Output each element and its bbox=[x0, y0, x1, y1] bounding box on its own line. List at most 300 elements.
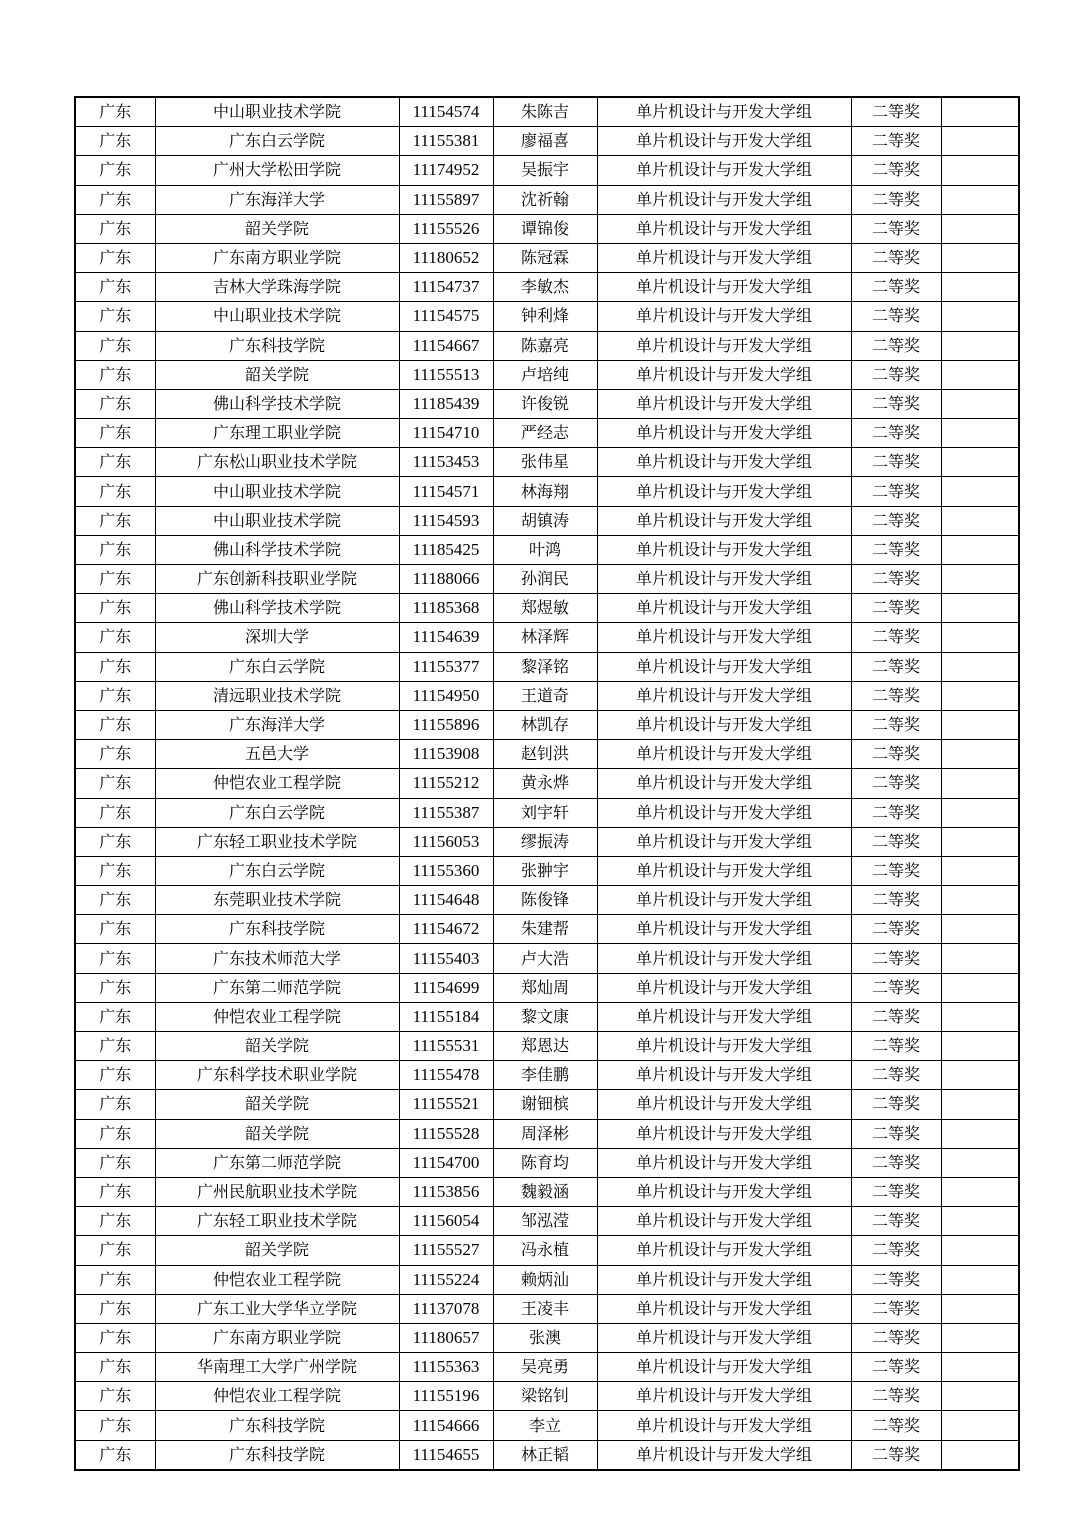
table-row bbox=[75, 623, 1019, 652]
competition-group-cell: 单片机设计与开发大学组 bbox=[597, 769, 851, 798]
award-level-cell: 二等奖 bbox=[851, 419, 941, 448]
table-row bbox=[75, 214, 1019, 243]
table-row bbox=[75, 565, 1019, 594]
ticket-id-cell: 11154700 bbox=[399, 1148, 493, 1177]
award-list-table bbox=[74, 96, 1020, 1471]
award-level-cell: 二等奖 bbox=[851, 1032, 941, 1061]
remark-cell bbox=[941, 1148, 1019, 1177]
student-name-cell: 林海翔 bbox=[493, 477, 597, 506]
school-cell: 广州民航职业技术学院 bbox=[155, 1177, 399, 1206]
competition-group-cell: 单片机设计与开发大学组 bbox=[597, 623, 851, 652]
student-name-cell: 黎泽铭 bbox=[493, 652, 597, 681]
table-row bbox=[75, 710, 1019, 739]
ticket-id-cell: 11155212 bbox=[399, 769, 493, 798]
ticket-id-cell: 11185425 bbox=[399, 535, 493, 564]
award-level-cell: 二等奖 bbox=[851, 1148, 941, 1177]
award-level-cell: 二等奖 bbox=[851, 185, 941, 214]
school-cell: 广州大学松田学院 bbox=[155, 156, 399, 185]
table-row bbox=[75, 1236, 1019, 1265]
school-cell: 深圳大学 bbox=[155, 623, 399, 652]
school-cell: 广东松山职业技术学院 bbox=[155, 448, 399, 477]
remark-cell bbox=[941, 886, 1019, 915]
school-cell: 广东白云学院 bbox=[155, 127, 399, 156]
province-cell: 广东 bbox=[75, 1002, 155, 1031]
competition-group-cell: 单片机设计与开发大学组 bbox=[597, 710, 851, 739]
remark-cell bbox=[941, 565, 1019, 594]
award-level-cell: 二等奖 bbox=[851, 565, 941, 594]
student-name-cell: 郑灿周 bbox=[493, 973, 597, 1002]
remark-cell bbox=[941, 302, 1019, 331]
remark-cell bbox=[941, 915, 1019, 944]
province-cell: 广东 bbox=[75, 127, 155, 156]
remark-cell bbox=[941, 243, 1019, 272]
competition-group-cell: 单片机设计与开发大学组 bbox=[597, 856, 851, 885]
province-cell: 广东 bbox=[75, 1323, 155, 1352]
student-name-cell: 王凌丰 bbox=[493, 1294, 597, 1323]
province-cell: 广东 bbox=[75, 1411, 155, 1440]
competition-group-cell: 单片机设计与开发大学组 bbox=[597, 302, 851, 331]
table-row bbox=[75, 448, 1019, 477]
award-level-cell: 二等奖 bbox=[851, 652, 941, 681]
school-cell: 广东科学技术职业学院 bbox=[155, 1061, 399, 1090]
award-level-cell: 二等奖 bbox=[851, 448, 941, 477]
competition-group-cell: 单片机设计与开发大学组 bbox=[597, 389, 851, 418]
school-cell: 韶关学院 bbox=[155, 1032, 399, 1061]
province-cell: 广东 bbox=[75, 827, 155, 856]
student-name-cell: 钟利烽 bbox=[493, 302, 597, 331]
competition-group-cell: 单片机设计与开发大学组 bbox=[597, 477, 851, 506]
remark-cell bbox=[941, 973, 1019, 1002]
ticket-id-cell: 11155531 bbox=[399, 1032, 493, 1061]
school-cell: 仲恺农业工程学院 bbox=[155, 769, 399, 798]
award-level-cell: 二等奖 bbox=[851, 535, 941, 564]
table-row bbox=[75, 1353, 1019, 1382]
table-row bbox=[75, 1061, 1019, 1090]
ticket-id-cell: 11154950 bbox=[399, 681, 493, 710]
remark-cell bbox=[941, 1177, 1019, 1206]
school-cell: 仲恺农业工程学院 bbox=[155, 1002, 399, 1031]
remark-cell bbox=[941, 1353, 1019, 1382]
ticket-id-cell: 11155521 bbox=[399, 1090, 493, 1119]
competition-group-cell: 单片机设计与开发大学组 bbox=[597, 1177, 851, 1206]
ticket-id-cell: 11185368 bbox=[399, 594, 493, 623]
remark-cell bbox=[941, 1265, 1019, 1294]
remark-cell bbox=[941, 652, 1019, 681]
award-level-cell: 二等奖 bbox=[851, 1207, 941, 1236]
table-row bbox=[75, 1440, 1019, 1470]
province-cell: 广东 bbox=[75, 448, 155, 477]
table-row bbox=[75, 681, 1019, 710]
table-row bbox=[75, 243, 1019, 272]
award-level-cell: 二等奖 bbox=[851, 769, 941, 798]
competition-group-cell: 单片机设计与开发大学组 bbox=[597, 1119, 851, 1148]
province-cell: 广东 bbox=[75, 419, 155, 448]
student-name-cell: 孙润民 bbox=[493, 565, 597, 594]
competition-group-cell: 单片机设计与开发大学组 bbox=[597, 185, 851, 214]
remark-cell bbox=[941, 1119, 1019, 1148]
school-cell: 广东第二师范学院 bbox=[155, 1148, 399, 1177]
school-cell: 佛山科学技术学院 bbox=[155, 535, 399, 564]
school-cell: 五邑大学 bbox=[155, 740, 399, 769]
remark-cell bbox=[941, 798, 1019, 827]
table-row bbox=[75, 419, 1019, 448]
remark-cell bbox=[941, 623, 1019, 652]
remark-cell bbox=[941, 594, 1019, 623]
table-row bbox=[75, 1294, 1019, 1323]
student-name-cell: 陈冠霖 bbox=[493, 243, 597, 272]
province-cell: 广东 bbox=[75, 302, 155, 331]
province-cell: 广东 bbox=[75, 506, 155, 535]
table-row bbox=[75, 769, 1019, 798]
student-name-cell: 赖炳汕 bbox=[493, 1265, 597, 1294]
province-cell: 广东 bbox=[75, 1207, 155, 1236]
school-cell: 广东科技学院 bbox=[155, 1411, 399, 1440]
ticket-id-cell: 11155528 bbox=[399, 1119, 493, 1148]
table-row bbox=[75, 360, 1019, 389]
award-level-cell: 二等奖 bbox=[851, 1119, 941, 1148]
award-level-cell: 二等奖 bbox=[851, 944, 941, 973]
competition-group-cell: 单片机设计与开发大学组 bbox=[597, 1294, 851, 1323]
ticket-id-cell: 11154575 bbox=[399, 302, 493, 331]
table-row bbox=[75, 1148, 1019, 1177]
competition-group-cell: 单片机设计与开发大学组 bbox=[597, 915, 851, 944]
student-name-cell: 赵钊洪 bbox=[493, 740, 597, 769]
award-level-cell: 二等奖 bbox=[851, 1061, 941, 1090]
province-cell: 广东 bbox=[75, 1061, 155, 1090]
student-name-cell: 沈祈翰 bbox=[493, 185, 597, 214]
remark-cell bbox=[941, 769, 1019, 798]
award-level-cell: 二等奖 bbox=[851, 798, 941, 827]
competition-group-cell: 单片机设计与开发大学组 bbox=[597, 1323, 851, 1352]
remark-cell bbox=[941, 448, 1019, 477]
student-name-cell: 郑煜敏 bbox=[493, 594, 597, 623]
school-cell: 中山职业技术学院 bbox=[155, 506, 399, 535]
student-name-cell: 朱陈吉 bbox=[493, 97, 597, 127]
province-cell: 广东 bbox=[75, 652, 155, 681]
award-level-cell: 二等奖 bbox=[851, 302, 941, 331]
student-name-cell: 吴亮勇 bbox=[493, 1353, 597, 1382]
remark-cell bbox=[941, 331, 1019, 360]
ticket-id-cell: 11154667 bbox=[399, 331, 493, 360]
competition-group-cell: 单片机设计与开发大学组 bbox=[597, 1148, 851, 1177]
remark-cell bbox=[941, 1236, 1019, 1265]
ticket-id-cell: 11155478 bbox=[399, 1061, 493, 1090]
school-cell: 韶关学院 bbox=[155, 214, 399, 243]
competition-group-cell: 单片机设计与开发大学组 bbox=[597, 1032, 851, 1061]
school-cell: 广东科技学院 bbox=[155, 331, 399, 360]
ticket-id-cell: 11154666 bbox=[399, 1411, 493, 1440]
award-level-cell: 二等奖 bbox=[851, 1440, 941, 1470]
remark-cell bbox=[941, 710, 1019, 739]
competition-group-cell: 单片机设计与开发大学组 bbox=[597, 1440, 851, 1470]
award-level-cell: 二等奖 bbox=[851, 594, 941, 623]
province-cell: 广东 bbox=[75, 623, 155, 652]
ticket-id-cell: 11154737 bbox=[399, 273, 493, 302]
remark-cell bbox=[941, 419, 1019, 448]
award-level-cell: 二等奖 bbox=[851, 1177, 941, 1206]
student-name-cell: 周泽彬 bbox=[493, 1119, 597, 1148]
competition-group-cell: 单片机设计与开发大学组 bbox=[597, 214, 851, 243]
province-cell: 广东 bbox=[75, 915, 155, 944]
province-cell: 广东 bbox=[75, 1090, 155, 1119]
table-row bbox=[75, 856, 1019, 885]
ticket-id-cell: 11155527 bbox=[399, 1236, 493, 1265]
award-level-cell: 二等奖 bbox=[851, 1002, 941, 1031]
remark-cell bbox=[941, 1002, 1019, 1031]
province-cell: 广东 bbox=[75, 740, 155, 769]
school-cell: 广东南方职业学院 bbox=[155, 243, 399, 272]
province-cell: 广东 bbox=[75, 710, 155, 739]
province-cell: 广东 bbox=[75, 360, 155, 389]
student-name-cell: 李敏杰 bbox=[493, 273, 597, 302]
table-row bbox=[75, 389, 1019, 418]
remark-cell bbox=[941, 535, 1019, 564]
remark-cell bbox=[941, 360, 1019, 389]
school-cell: 广东轻工职业技术学院 bbox=[155, 1207, 399, 1236]
competition-group-cell: 单片机设计与开发大学组 bbox=[597, 448, 851, 477]
school-cell: 广东海洋大学 bbox=[155, 710, 399, 739]
province-cell: 广东 bbox=[75, 856, 155, 885]
competition-group-cell: 单片机设计与开发大学组 bbox=[597, 331, 851, 360]
award-level-cell: 二等奖 bbox=[851, 243, 941, 272]
school-cell: 广东白云学院 bbox=[155, 856, 399, 885]
table-row bbox=[75, 535, 1019, 564]
award-level-cell: 二等奖 bbox=[851, 156, 941, 185]
competition-group-cell: 单片机设计与开发大学组 bbox=[597, 1061, 851, 1090]
school-cell: 广东技术师范大学 bbox=[155, 944, 399, 973]
remark-cell bbox=[941, 1294, 1019, 1323]
student-name-cell: 严经志 bbox=[493, 419, 597, 448]
award-level-cell: 二等奖 bbox=[851, 1353, 941, 1382]
ticket-id-cell: 11137078 bbox=[399, 1294, 493, 1323]
award-level-cell: 二等奖 bbox=[851, 1411, 941, 1440]
school-cell: 韶关学院 bbox=[155, 1090, 399, 1119]
competition-group-cell: 单片机设计与开发大学组 bbox=[597, 506, 851, 535]
remark-cell bbox=[941, 1382, 1019, 1411]
student-name-cell: 缪振涛 bbox=[493, 827, 597, 856]
table-row bbox=[75, 156, 1019, 185]
ticket-id-cell: 11180652 bbox=[399, 243, 493, 272]
province-cell: 广东 bbox=[75, 477, 155, 506]
award-level-cell: 二等奖 bbox=[851, 1323, 941, 1352]
table-row bbox=[75, 886, 1019, 915]
table-row bbox=[75, 1265, 1019, 1294]
award-level-cell: 二等奖 bbox=[851, 623, 941, 652]
province-cell: 广东 bbox=[75, 243, 155, 272]
school-cell: 广东南方职业学院 bbox=[155, 1323, 399, 1352]
ticket-id-cell: 11180657 bbox=[399, 1323, 493, 1352]
table-row bbox=[75, 506, 1019, 535]
ticket-id-cell: 11155184 bbox=[399, 1002, 493, 1031]
table-row bbox=[75, 97, 1019, 127]
remark-cell bbox=[941, 389, 1019, 418]
ticket-id-cell: 11154574 bbox=[399, 97, 493, 127]
school-cell: 华南理工大学广州学院 bbox=[155, 1353, 399, 1382]
award-level-cell: 二等奖 bbox=[851, 477, 941, 506]
remark-cell bbox=[941, 214, 1019, 243]
ticket-id-cell: 11155896 bbox=[399, 710, 493, 739]
student-name-cell: 邹泓滢 bbox=[493, 1207, 597, 1236]
ticket-id-cell: 11153856 bbox=[399, 1177, 493, 1206]
table-row bbox=[75, 127, 1019, 156]
table-row bbox=[75, 185, 1019, 214]
student-name-cell: 谢钿槟 bbox=[493, 1090, 597, 1119]
competition-group-cell: 单片机设计与开发大学组 bbox=[597, 273, 851, 302]
table-row bbox=[75, 302, 1019, 331]
award-level-cell: 二等奖 bbox=[851, 856, 941, 885]
school-cell: 广东轻工职业技术学院 bbox=[155, 827, 399, 856]
school-cell: 广东工业大学华立学院 bbox=[155, 1294, 399, 1323]
competition-group-cell: 单片机设计与开发大学组 bbox=[597, 827, 851, 856]
award-table-body bbox=[75, 97, 1019, 1470]
school-cell: 广东科技学院 bbox=[155, 915, 399, 944]
competition-group-cell: 单片机设计与开发大学组 bbox=[597, 652, 851, 681]
remark-cell bbox=[941, 1440, 1019, 1470]
student-name-cell: 谭锦俊 bbox=[493, 214, 597, 243]
table-row bbox=[75, 915, 1019, 944]
remark-cell bbox=[941, 856, 1019, 885]
competition-group-cell: 单片机设计与开发大学组 bbox=[597, 798, 851, 827]
award-level-cell: 二等奖 bbox=[851, 886, 941, 915]
remark-cell bbox=[941, 944, 1019, 973]
province-cell: 广东 bbox=[75, 1236, 155, 1265]
table-row bbox=[75, 973, 1019, 1002]
province-cell: 广东 bbox=[75, 535, 155, 564]
competition-group-cell: 单片机设计与开发大学组 bbox=[597, 419, 851, 448]
ticket-id-cell: 11155196 bbox=[399, 1382, 493, 1411]
table-row bbox=[75, 652, 1019, 681]
remark-cell bbox=[941, 1061, 1019, 1090]
ticket-id-cell: 11154672 bbox=[399, 915, 493, 944]
student-name-cell: 林正韬 bbox=[493, 1440, 597, 1470]
competition-group-cell: 单片机设计与开发大学组 bbox=[597, 360, 851, 389]
remark-cell bbox=[941, 156, 1019, 185]
table-row bbox=[75, 273, 1019, 302]
award-level-cell: 二等奖 bbox=[851, 273, 941, 302]
student-name-cell: 冯永植 bbox=[493, 1236, 597, 1265]
ticket-id-cell: 11155381 bbox=[399, 127, 493, 156]
student-name-cell: 黎文康 bbox=[493, 1002, 597, 1031]
remark-cell bbox=[941, 506, 1019, 535]
table-row bbox=[75, 1207, 1019, 1236]
ticket-id-cell: 11154571 bbox=[399, 477, 493, 506]
province-cell: 广东 bbox=[75, 1294, 155, 1323]
student-name-cell: 许俊锐 bbox=[493, 389, 597, 418]
ticket-id-cell: 11155897 bbox=[399, 185, 493, 214]
ticket-id-cell: 11155224 bbox=[399, 1265, 493, 1294]
student-name-cell: 吴振宇 bbox=[493, 156, 597, 185]
award-level-cell: 二等奖 bbox=[851, 127, 941, 156]
award-level-cell: 二等奖 bbox=[851, 681, 941, 710]
competition-group-cell: 单片机设计与开发大学组 bbox=[597, 740, 851, 769]
student-name-cell: 陈俊锋 bbox=[493, 886, 597, 915]
award-level-cell: 二等奖 bbox=[851, 973, 941, 1002]
student-name-cell: 张翀宇 bbox=[493, 856, 597, 885]
award-level-cell: 二等奖 bbox=[851, 1236, 941, 1265]
school-cell: 仲恺农业工程学院 bbox=[155, 1382, 399, 1411]
school-cell: 广东理工职业学院 bbox=[155, 419, 399, 448]
school-cell: 吉林大学珠海学院 bbox=[155, 273, 399, 302]
province-cell: 广东 bbox=[75, 1119, 155, 1148]
province-cell: 广东 bbox=[75, 769, 155, 798]
competition-group-cell: 单片机设计与开发大学组 bbox=[597, 1265, 851, 1294]
student-name-cell: 王道奇 bbox=[493, 681, 597, 710]
competition-group-cell: 单片机设计与开发大学组 bbox=[597, 565, 851, 594]
student-name-cell: 林凯存 bbox=[493, 710, 597, 739]
ticket-id-cell: 11155360 bbox=[399, 856, 493, 885]
ticket-id-cell: 11155363 bbox=[399, 1353, 493, 1382]
ticket-id-cell: 11154593 bbox=[399, 506, 493, 535]
province-cell: 广东 bbox=[75, 97, 155, 127]
school-cell: 广东科技学院 bbox=[155, 1440, 399, 1470]
school-cell: 中山职业技术学院 bbox=[155, 97, 399, 127]
remark-cell bbox=[941, 477, 1019, 506]
award-level-cell: 二等奖 bbox=[851, 710, 941, 739]
remark-cell bbox=[941, 827, 1019, 856]
competition-group-cell: 单片机设计与开发大学组 bbox=[597, 1002, 851, 1031]
ticket-id-cell: 11155513 bbox=[399, 360, 493, 389]
student-name-cell: 陈嘉亮 bbox=[493, 331, 597, 360]
ticket-id-cell: 11174952 bbox=[399, 156, 493, 185]
award-level-cell: 二等奖 bbox=[851, 915, 941, 944]
ticket-id-cell: 11188066 bbox=[399, 565, 493, 594]
award-level-cell: 二等奖 bbox=[851, 360, 941, 389]
table-row bbox=[75, 594, 1019, 623]
student-name-cell: 李佳鹏 bbox=[493, 1061, 597, 1090]
student-name-cell: 卢大浩 bbox=[493, 944, 597, 973]
student-name-cell: 胡镇涛 bbox=[493, 506, 597, 535]
province-cell: 广东 bbox=[75, 1382, 155, 1411]
table-row bbox=[75, 1177, 1019, 1206]
province-cell: 广东 bbox=[75, 1265, 155, 1294]
competition-group-cell: 单片机设计与开发大学组 bbox=[597, 156, 851, 185]
remark-cell bbox=[941, 127, 1019, 156]
province-cell: 广东 bbox=[75, 1353, 155, 1382]
competition-group-cell: 单片机设计与开发大学组 bbox=[597, 1090, 851, 1119]
table-row bbox=[75, 1002, 1019, 1031]
school-cell: 广东白云学院 bbox=[155, 652, 399, 681]
competition-group-cell: 单片机设计与开发大学组 bbox=[597, 535, 851, 564]
remark-cell bbox=[941, 185, 1019, 214]
competition-group-cell: 单片机设计与开发大学组 bbox=[597, 127, 851, 156]
province-cell: 广东 bbox=[75, 156, 155, 185]
school-cell: 清远职业技术学院 bbox=[155, 681, 399, 710]
ticket-id-cell: 11153908 bbox=[399, 740, 493, 769]
school-cell: 韶关学院 bbox=[155, 1236, 399, 1265]
competition-group-cell: 单片机设计与开发大学组 bbox=[597, 97, 851, 127]
school-cell: 韶关学院 bbox=[155, 360, 399, 389]
province-cell: 广东 bbox=[75, 973, 155, 1002]
ticket-id-cell: 11156053 bbox=[399, 827, 493, 856]
table-row bbox=[75, 1119, 1019, 1148]
school-cell: 广东第二师范学院 bbox=[155, 973, 399, 1002]
competition-group-cell: 单片机设计与开发大学组 bbox=[597, 973, 851, 1002]
award-level-cell: 二等奖 bbox=[851, 1265, 941, 1294]
competition-group-cell: 单片机设计与开发大学组 bbox=[597, 1207, 851, 1236]
school-cell: 韶关学院 bbox=[155, 1119, 399, 1148]
ticket-id-cell: 11156054 bbox=[399, 1207, 493, 1236]
province-cell: 广东 bbox=[75, 681, 155, 710]
school-cell: 广东海洋大学 bbox=[155, 185, 399, 214]
student-name-cell: 魏毅涵 bbox=[493, 1177, 597, 1206]
table-row bbox=[75, 1382, 1019, 1411]
table-row bbox=[75, 331, 1019, 360]
award-level-cell: 二等奖 bbox=[851, 506, 941, 535]
table-row bbox=[75, 1090, 1019, 1119]
ticket-id-cell: 11154655 bbox=[399, 1440, 493, 1470]
award-level-cell: 二等奖 bbox=[851, 97, 941, 127]
remark-cell bbox=[941, 97, 1019, 127]
